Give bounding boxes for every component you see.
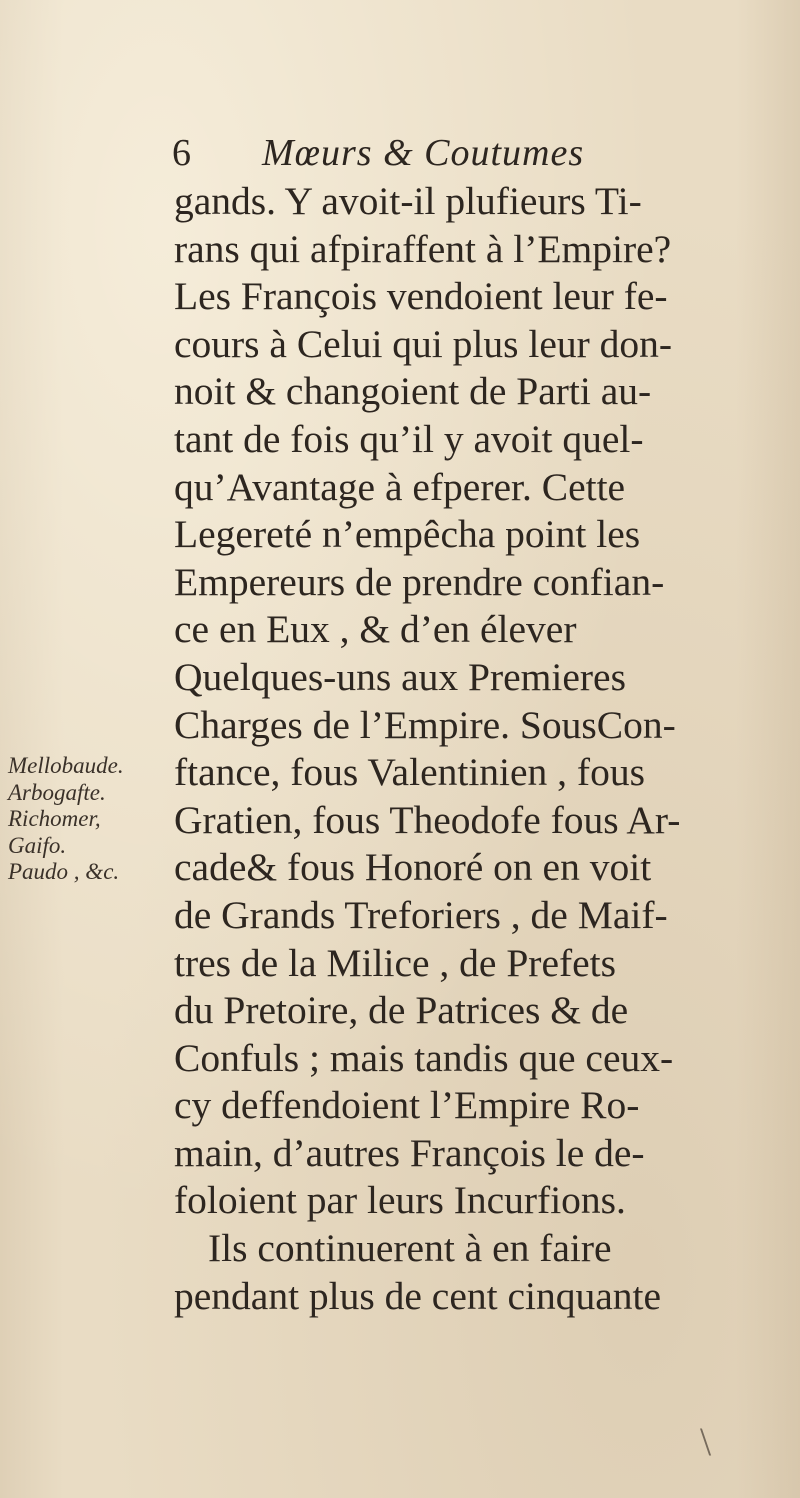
text-line: gands. Y avoit-il plufieurs Ti- <box>174 179 642 223</box>
text-line: de Grands Treforiers , de Maif- <box>174 892 668 937</box>
text-line: Quelques-uns aux Premieres <box>174 654 626 699</box>
margin-note-line: Paudo , &c. <box>8 859 120 884</box>
running-title: Mœurs & Coutumes <box>262 132 585 174</box>
text-line: cours à Celui qui plus leur don- <box>174 321 673 366</box>
text-line: du Pretoire, de Patrices & de <box>174 988 629 1033</box>
text-line: Ils continuerent à en faire <box>208 1226 612 1271</box>
margin-note-line: Arbogafte. <box>8 779 106 805</box>
page-header <box>172 125 692 185</box>
margin-note-line: Gaifo. <box>8 832 67 858</box>
text-line: cade& fous Honoré on en voit <box>174 845 652 890</box>
text-line: Confuls ; mais tandis que ceux- <box>174 1035 674 1080</box>
text-line: tant de fois qu’il y avoit quel- <box>174 416 644 461</box>
margin-note <box>8 753 183 886</box>
body-text <box>174 178 794 1320</box>
text-line: rans qui afpiraffent à l’Empire? <box>174 226 672 271</box>
page-number: 6 <box>172 132 191 174</box>
text-line: Gratien, fous Theodofe fous Ar- <box>174 797 681 842</box>
text-line: Les François vendoient leur fe- <box>174 274 668 319</box>
text-line: ftance, fous Valentinien , fous <box>174 750 645 795</box>
text-line: main, d’autres François le de- <box>174 1130 645 1175</box>
text-line: tres de la Milice , de Prefets <box>174 940 617 985</box>
text-line: pendant plus de cent cinquante <box>174 1273 661 1318</box>
text-line: qu’Avantage à efperer. Cette <box>174 464 626 509</box>
text-line: Empereurs de prendre confian- <box>174 559 665 604</box>
text-line: foloient par leurs Incurfions. <box>174 1178 626 1223</box>
text-line: cy deffendoient l’Empire Ro- <box>174 1083 640 1128</box>
text-line: Legereté n’empêcha point les <box>174 512 641 557</box>
margin-note-line: Richomer, <box>8 806 101 831</box>
text-line: ce en Eux , & d’en élever <box>174 607 577 652</box>
text-line: Charges de l’Empire. SousCon- <box>174 702 676 747</box>
text-line: noit & changoient de Parti au- <box>174 369 652 414</box>
bottom-mark: \ <box>700 1419 712 1464</box>
margin-note-line: Mellobaude. <box>8 753 124 778</box>
